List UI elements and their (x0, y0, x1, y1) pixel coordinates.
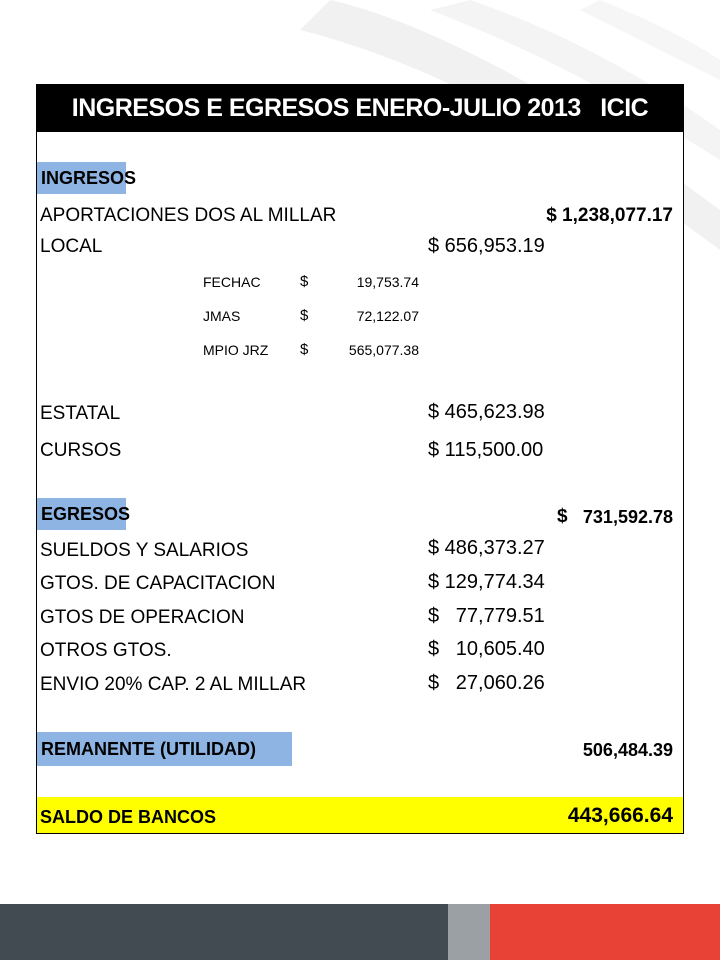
organization-name: ICIC (600, 94, 649, 122)
egresos-header: EGRESOS (37, 498, 126, 530)
statement-title-bar (37, 85, 683, 132)
estatal-label: ESTATAL (40, 403, 121, 424)
otros-gastos-amount: $ 10,605.40 (428, 638, 545, 660)
jmas-label: JMAS (203, 308, 241, 324)
mpio-jrz-label: MPIO JRZ (203, 342, 269, 358)
remanente-header: REMANENTE (UTILIDAD) (37, 732, 292, 766)
saldo-amount: 443,666.64 (567, 804, 673, 827)
cursos-amount: $ 115,500.00 (428, 439, 544, 461)
mpio-jrz-currency: $ (300, 341, 309, 358)
aportaciones-label: APORTACIONES DOS AL MILLAR (40, 205, 337, 226)
local-label: LOCAL (40, 236, 103, 257)
mpio-jrz-amount: 565,077.38 (348, 342, 419, 358)
statement-title: INGRESOS E EGRESOS ENERO-JULIO 2013 (71, 94, 581, 122)
footer-bar-gray (448, 904, 490, 960)
envio-amount: $ 27,060.26 (428, 672, 545, 694)
local-amount: $ 656,953.19 (428, 235, 545, 257)
aportaciones-total: $ 1,238,077.17 (546, 205, 673, 226)
fechac-currency: $ (300, 273, 309, 290)
sueldos-label: SUELDOS Y SALARIOS (40, 540, 249, 561)
otros-gastos-label: OTROS GTOS. (40, 640, 172, 661)
jmas-amount: 72,122.07 (356, 308, 419, 324)
capacitacion-amount: $ 129,774.34 (428, 571, 545, 593)
egresos-total-currency: $ (557, 506, 568, 527)
sueldos-amount: $ 486,373.27 (428, 537, 545, 559)
footer-bar-dark (0, 904, 448, 960)
fechac-label: FECHAC (203, 274, 261, 290)
egresos-total: 731,592.78 (582, 507, 673, 527)
estatal-amount: $ 465,623.98 (428, 401, 545, 423)
operacion-amount: $ 77,779.51 (428, 605, 545, 627)
fechac-amount: 19,753.74 (356, 274, 419, 290)
envio-label: ENVIO 20% CAP. 2 AL MILLAR (40, 674, 307, 695)
saldo-label: SALDO DE BANCOS (40, 807, 217, 827)
capacitacion-label: GTOS. DE CAPACITACION (40, 573, 276, 594)
footer-bar-red (490, 904, 720, 960)
remanente-amount: 506,484.39 (582, 740, 673, 760)
cursos-label: CURSOS (40, 440, 122, 461)
jmas-currency: $ (300, 307, 309, 324)
ingresos-header: INGRESOS (37, 162, 126, 194)
operacion-label: GTOS DE OPERACION (40, 607, 245, 628)
financial-statement-table (36, 84, 684, 834)
